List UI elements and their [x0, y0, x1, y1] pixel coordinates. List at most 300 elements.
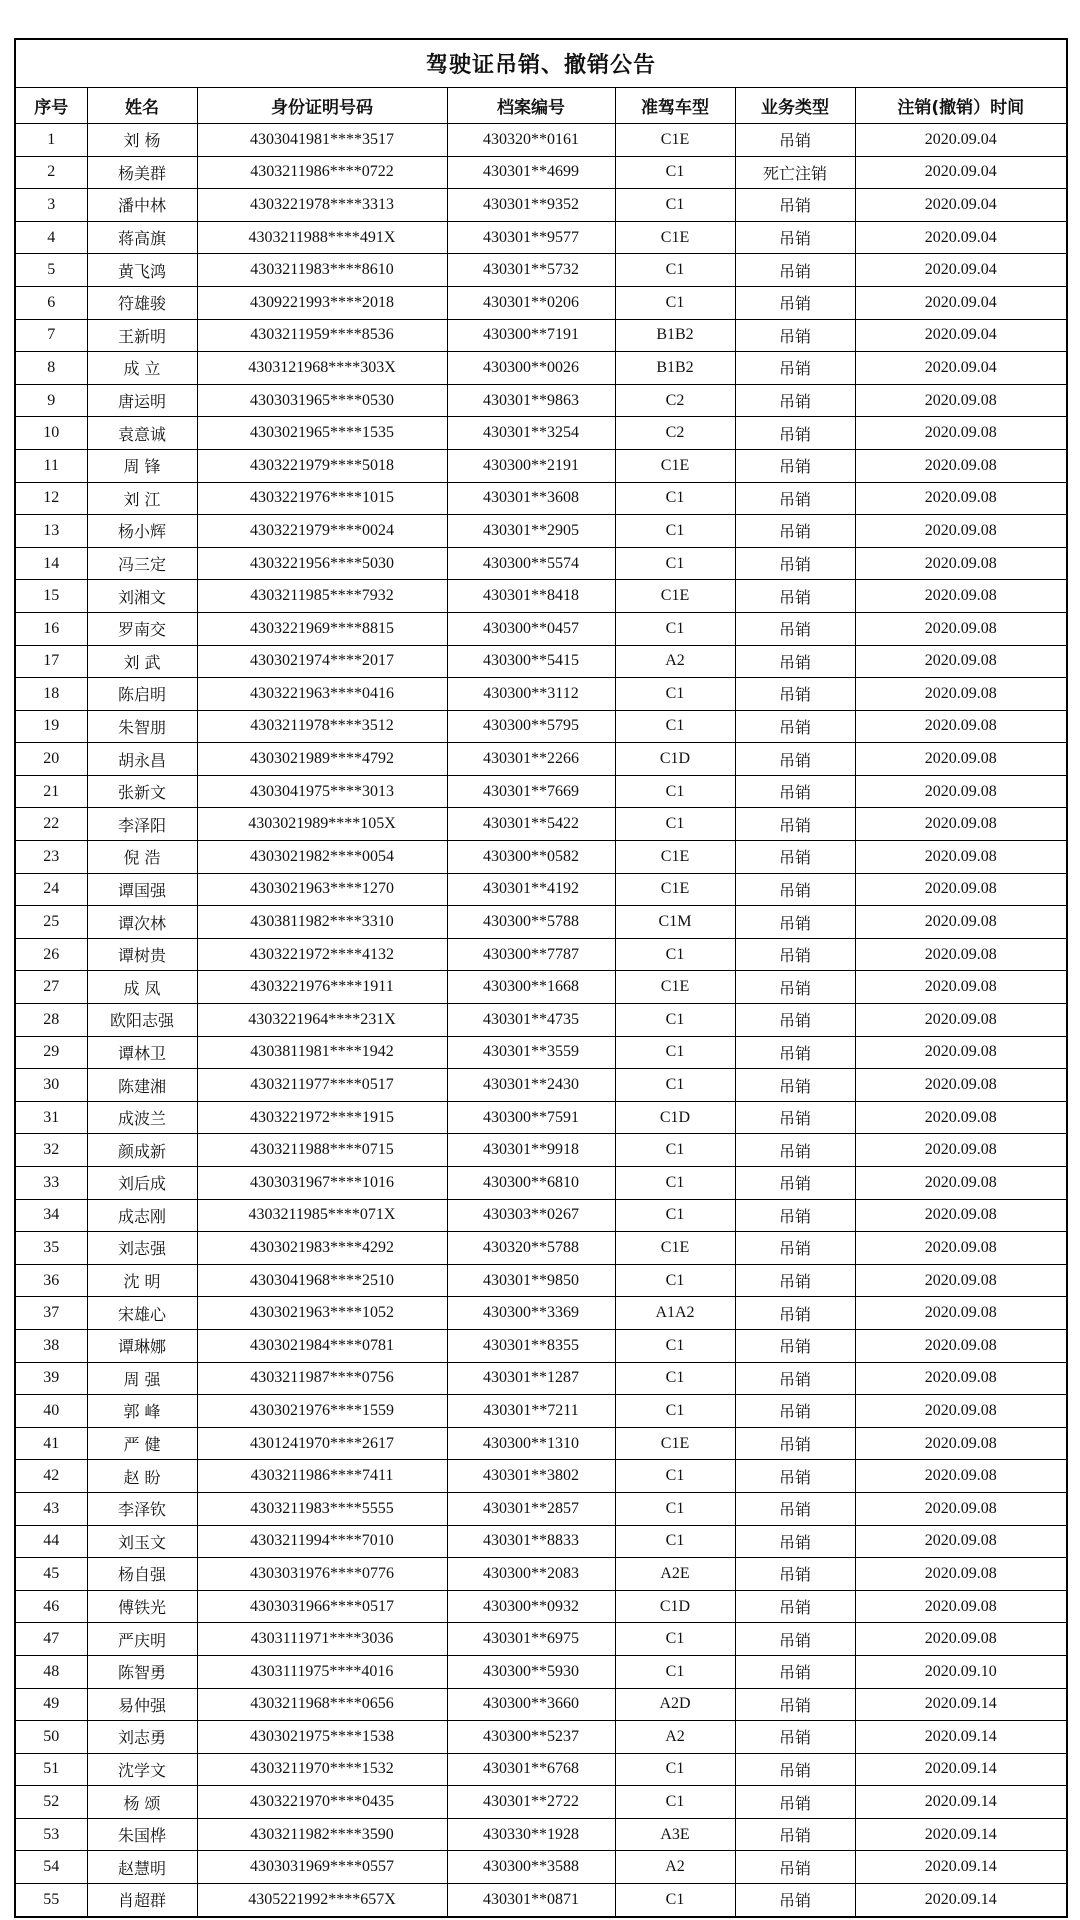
id-number: 4303021965****1535: [197, 417, 447, 450]
business-type: 吊销: [735, 580, 855, 613]
person-name: 杨 颂: [87, 1786, 197, 1819]
person-name: 陈建湘: [87, 1069, 197, 1102]
vehicle-class: A1A2: [615, 1297, 735, 1330]
vehicle-class: C1: [615, 1786, 735, 1819]
row-index: 43: [15, 1492, 87, 1525]
id-number: 4303031976****0776: [197, 1558, 447, 1591]
file-number: 430300**6810: [447, 1167, 615, 1200]
row-index: 34: [15, 1199, 87, 1232]
person-name: 周 锋: [87, 449, 197, 482]
vehicle-class: C1: [615, 710, 735, 743]
id-number: 4303021983****4292: [197, 1232, 447, 1265]
person-name: 成 立: [87, 352, 197, 385]
person-name: 赵 盼: [87, 1460, 197, 1493]
revoke-date: 2020.09.08: [855, 1558, 1067, 1591]
table-row: [15, 1525, 1067, 1558]
revoke-date: 2020.09.08: [855, 1297, 1067, 1330]
file-number: 430301**3608: [447, 482, 615, 515]
revoke-date: 2020.09.08: [855, 384, 1067, 417]
person-name: 胡永昌: [87, 743, 197, 776]
table-row: [15, 710, 1067, 743]
table-row: [15, 449, 1067, 482]
revoke-date: 2020.09.14: [855, 1818, 1067, 1851]
row-index: 46: [15, 1590, 87, 1623]
business-type: 吊销: [735, 1688, 855, 1721]
id-number: 4303211978****3512: [197, 710, 447, 743]
file-number: 430300**2191: [447, 449, 615, 482]
revoke-date: 2020.09.14: [855, 1851, 1067, 1884]
table-row: [15, 1558, 1067, 1591]
revoke-date: 2020.09.04: [855, 352, 1067, 385]
file-number: 430300**3588: [447, 1851, 615, 1884]
id-number: 4303031969****0557: [197, 1851, 447, 1884]
business-type: 吊销: [735, 352, 855, 385]
revoke-date: 2020.09.08: [855, 743, 1067, 776]
business-type: 吊销: [735, 1167, 855, 1200]
vehicle-class: C1: [615, 1655, 735, 1688]
vehicle-class: C1: [615, 286, 735, 319]
person-name: 颜成新: [87, 1134, 197, 1167]
table-row: [15, 1721, 1067, 1754]
vehicle-class: B1B2: [615, 352, 735, 385]
revoke-date: 2020.09.08: [855, 1264, 1067, 1297]
vehicle-class: C1: [615, 189, 735, 222]
person-name: 李泽钦: [87, 1492, 197, 1525]
table-row: [15, 1753, 1067, 1786]
id-number: 4303221976****1015: [197, 482, 447, 515]
id-number: 4303221956****5030: [197, 547, 447, 580]
table-row: [15, 1101, 1067, 1134]
revoke-date: 2020.09.08: [855, 1036, 1067, 1069]
table-row: [15, 1492, 1067, 1525]
file-number: 430300**5574: [447, 547, 615, 580]
id-number: 4303811981****1942: [197, 1036, 447, 1069]
revoke-date: 2020.09.04: [855, 156, 1067, 189]
row-index: 52: [15, 1786, 87, 1819]
person-name: 谭次林: [87, 906, 197, 939]
vehicle-class: C1E: [615, 580, 735, 613]
vehicle-class: C1: [615, 938, 735, 971]
row-index: 28: [15, 1004, 87, 1037]
revoke-date: 2020.09.08: [855, 971, 1067, 1004]
id-number: 4303221979****5018: [197, 449, 447, 482]
vehicle-class: C1: [615, 1036, 735, 1069]
table-row: [15, 124, 1067, 157]
row-index: 49: [15, 1688, 87, 1721]
person-name: 黄飞鸿: [87, 254, 197, 287]
table-row: [15, 1362, 1067, 1395]
row-index: 51: [15, 1753, 87, 1786]
revoke-date: 2020.09.08: [855, 580, 1067, 613]
id-number: 4303041981****3517: [197, 124, 447, 157]
file-number: 430301**0871: [447, 1884, 615, 1917]
person-name: 袁意诚: [87, 417, 197, 450]
table-row: [15, 775, 1067, 808]
revoke-date: 2020.09.08: [855, 449, 1067, 482]
table-row: [15, 1199, 1067, 1232]
person-name: 沈学文: [87, 1753, 197, 1786]
file-number: 430301**8833: [447, 1525, 615, 1558]
vehicle-class: C1: [615, 1492, 735, 1525]
vehicle-class: C1: [615, 1264, 735, 1297]
vehicle-class: A2: [615, 1721, 735, 1754]
revoke-date: 2020.09.08: [855, 417, 1067, 450]
person-name: 周 强: [87, 1362, 197, 1395]
revocation-notice-table: [14, 38, 1068, 1918]
row-index: 36: [15, 1264, 87, 1297]
person-name: 刘玉文: [87, 1525, 197, 1558]
table-row: [15, 1395, 1067, 1428]
table-row: [15, 873, 1067, 906]
row-index: 23: [15, 841, 87, 874]
file-number: 430300**1668: [447, 971, 615, 1004]
business-type: 吊销: [735, 1134, 855, 1167]
vehicle-class: C1: [615, 678, 735, 711]
table-row: [15, 906, 1067, 939]
file-number: 430300**0932: [447, 1590, 615, 1623]
id-number: 4303221978****3313: [197, 189, 447, 222]
row-index: 48: [15, 1655, 87, 1688]
col-header-business-type: 业务类型: [735, 88, 855, 124]
col-header-file-number: 档案编号: [447, 88, 615, 124]
table-row: [15, 1004, 1067, 1037]
vehicle-class: C1: [615, 1167, 735, 1200]
business-type: 吊销: [735, 1525, 855, 1558]
id-number: 4303221972****1915: [197, 1101, 447, 1134]
person-name: 刘志勇: [87, 1721, 197, 1754]
table-row: [15, 189, 1067, 222]
row-index: 41: [15, 1427, 87, 1460]
revoke-date: 2020.09.08: [855, 906, 1067, 939]
revoke-date: 2020.09.08: [855, 938, 1067, 971]
table-row: [15, 743, 1067, 776]
business-type: 吊销: [735, 1004, 855, 1037]
revoke-date: 2020.09.08: [855, 1427, 1067, 1460]
person-name: 杨美群: [87, 156, 197, 189]
person-name: 冯三定: [87, 547, 197, 580]
revoke-date: 2020.09.04: [855, 286, 1067, 319]
business-type: 吊销: [735, 873, 855, 906]
person-name: 肖超群: [87, 1884, 197, 1917]
id-number: 4303211968****0656: [197, 1688, 447, 1721]
table-row: [15, 1818, 1067, 1851]
business-type: 吊销: [735, 1069, 855, 1102]
row-index: 12: [15, 482, 87, 515]
row-index: 44: [15, 1525, 87, 1558]
business-type: 吊销: [735, 449, 855, 482]
id-number: 4303211970****1532: [197, 1753, 447, 1786]
id-number: 4303211987****0756: [197, 1362, 447, 1395]
row-index: 31: [15, 1101, 87, 1134]
business-type: 吊销: [735, 1329, 855, 1362]
person-name: 谭琳娜: [87, 1329, 197, 1362]
table-row: [15, 1884, 1067, 1917]
revoke-date: 2020.09.08: [855, 841, 1067, 874]
file-number: 430301**2857: [447, 1492, 615, 1525]
table-row: [15, 1069, 1067, 1102]
person-name: 谭国强: [87, 873, 197, 906]
business-type: 吊销: [735, 1818, 855, 1851]
id-number: 4303031967****1016: [197, 1167, 447, 1200]
business-type: 吊销: [735, 938, 855, 971]
file-number: 430301**8418: [447, 580, 615, 613]
vehicle-class: C1: [615, 547, 735, 580]
row-index: 54: [15, 1851, 87, 1884]
row-index: 16: [15, 612, 87, 645]
vehicle-class: C1E: [615, 971, 735, 1004]
col-header-name: 姓名: [87, 88, 197, 124]
business-type: 吊销: [735, 124, 855, 157]
file-number: 430301**7211: [447, 1395, 615, 1428]
vehicle-class: C1E: [615, 449, 735, 482]
table-row: [15, 286, 1067, 319]
row-index: 7: [15, 319, 87, 352]
id-number: 4309221993****2018: [197, 286, 447, 319]
business-type: 吊销: [735, 1199, 855, 1232]
person-name: 谭树贵: [87, 938, 197, 971]
id-number: 4303211994****7010: [197, 1525, 447, 1558]
business-type: 吊销: [735, 1851, 855, 1884]
file-number: 430301**6768: [447, 1753, 615, 1786]
row-index: 14: [15, 547, 87, 580]
id-number: 4303211982****3590: [197, 1818, 447, 1851]
person-name: 刘志强: [87, 1232, 197, 1265]
file-number: 430301**4735: [447, 1004, 615, 1037]
id-number: 4303021976****1559: [197, 1395, 447, 1428]
business-type: 吊销: [735, 841, 855, 874]
revoke-date: 2020.09.08: [855, 873, 1067, 906]
table-row: [15, 1036, 1067, 1069]
file-number: 430301**4192: [447, 873, 615, 906]
row-index: 50: [15, 1721, 87, 1754]
row-index: 39: [15, 1362, 87, 1395]
table-row: [15, 1232, 1067, 1265]
person-name: 刘 武: [87, 645, 197, 678]
business-type: 吊销: [735, 221, 855, 254]
row-index: 2: [15, 156, 87, 189]
row-index: 24: [15, 873, 87, 906]
id-number: 4303021963****1270: [197, 873, 447, 906]
vehicle-class: A3E: [615, 1818, 735, 1851]
revoke-date: 2020.09.08: [855, 1623, 1067, 1656]
person-name: 傅铁光: [87, 1590, 197, 1623]
vehicle-class: C2: [615, 384, 735, 417]
file-number: 430301**0206: [447, 286, 615, 319]
file-number: 430300**5795: [447, 710, 615, 743]
person-name: 谭林卫: [87, 1036, 197, 1069]
business-type: 吊销: [735, 775, 855, 808]
vehicle-class: C1: [615, 1069, 735, 1102]
revoke-date: 2020.09.04: [855, 124, 1067, 157]
person-name: 罗南交: [87, 612, 197, 645]
business-type: 吊销: [735, 645, 855, 678]
vehicle-class: C1: [615, 1525, 735, 1558]
revoke-date: 2020.09.08: [855, 612, 1067, 645]
table-row: [15, 1264, 1067, 1297]
vehicle-class: C1: [615, 1329, 735, 1362]
person-name: 李泽阳: [87, 808, 197, 841]
person-name: 宋雄心: [87, 1297, 197, 1330]
business-type: 吊销: [735, 1395, 855, 1428]
row-index: 42: [15, 1460, 87, 1493]
row-index: 30: [15, 1069, 87, 1102]
business-type: 吊销: [735, 1721, 855, 1754]
business-type: 吊销: [735, 319, 855, 352]
row-index: 55: [15, 1884, 87, 1917]
file-number: 430301**2430: [447, 1069, 615, 1102]
business-type: 吊销: [735, 1264, 855, 1297]
file-number: 430300**7591: [447, 1101, 615, 1134]
row-index: 33: [15, 1167, 87, 1200]
file-number: 430300**5788: [447, 906, 615, 939]
id-number: 4303211986****7411: [197, 1460, 447, 1493]
vehicle-class: C1: [615, 775, 735, 808]
vehicle-class: C1: [615, 1362, 735, 1395]
file-number: 430301**5732: [447, 254, 615, 287]
business-type: 吊销: [735, 1362, 855, 1395]
row-index: 35: [15, 1232, 87, 1265]
person-name: 刘湘文: [87, 580, 197, 613]
row-index: 8: [15, 352, 87, 385]
header-row: [15, 88, 1067, 124]
business-type: 吊销: [735, 710, 855, 743]
revoke-date: 2020.09.04: [855, 221, 1067, 254]
id-number: 4303021982****0054: [197, 841, 447, 874]
revoke-date: 2020.09.08: [855, 1069, 1067, 1102]
file-number: 430301**9352: [447, 189, 615, 222]
row-index: 9: [15, 384, 87, 417]
vehicle-class: C1: [615, 612, 735, 645]
vehicle-class: C1D: [615, 743, 735, 776]
business-type: 吊销: [735, 286, 855, 319]
col-header-index: 序号: [15, 88, 87, 124]
vehicle-class: A2D: [615, 1688, 735, 1721]
business-type: 吊销: [735, 808, 855, 841]
row-index: 10: [15, 417, 87, 450]
row-index: 26: [15, 938, 87, 971]
revoke-date: 2020.09.08: [855, 1199, 1067, 1232]
file-number: 430300**3660: [447, 1688, 615, 1721]
row-index: 6: [15, 286, 87, 319]
revoke-date: 2020.09.08: [855, 1004, 1067, 1037]
row-index: 11: [15, 449, 87, 482]
id-number: 4301241970****2617: [197, 1427, 447, 1460]
file-number: 430301**3254: [447, 417, 615, 450]
vehicle-class: C1E: [615, 221, 735, 254]
business-type: 吊销: [735, 1036, 855, 1069]
row-index: 40: [15, 1395, 87, 1428]
table-row: [15, 482, 1067, 515]
vehicle-class: C1: [615, 254, 735, 287]
vehicle-class: C1: [615, 1460, 735, 1493]
id-number: 4303221979****0024: [197, 515, 447, 548]
revoke-date: 2020.09.08: [855, 710, 1067, 743]
row-index: 21: [15, 775, 87, 808]
table-row: [15, 156, 1067, 189]
file-number: 430301**9577: [447, 221, 615, 254]
table-row: [15, 645, 1067, 678]
id-number: 4303041968****2510: [197, 1264, 447, 1297]
table-row: [15, 1460, 1067, 1493]
table-row: [15, 1623, 1067, 1656]
id-number: 4303021975****1538: [197, 1721, 447, 1754]
table-row: [15, 841, 1067, 874]
person-name: 杨自强: [87, 1558, 197, 1591]
table-row: [15, 547, 1067, 580]
table-row: [15, 352, 1067, 385]
vehicle-class: C1: [615, 1134, 735, 1167]
revoke-date: 2020.09.08: [855, 1101, 1067, 1134]
revoke-date: 2020.09.08: [855, 1232, 1067, 1265]
table-row: [15, 938, 1067, 971]
business-type: 死亡注销: [735, 156, 855, 189]
table-row: [15, 1851, 1067, 1884]
table-row: [15, 384, 1067, 417]
person-name: 陈启明: [87, 678, 197, 711]
file-number: 430300**3369: [447, 1297, 615, 1330]
file-number: 430300**1310: [447, 1427, 615, 1460]
revoke-date: 2020.09.08: [855, 1167, 1067, 1200]
person-name: 刘 杨: [87, 124, 197, 157]
id-number: 4303211983****5555: [197, 1492, 447, 1525]
file-number: 430303**0267: [447, 1199, 615, 1232]
id-number: 4303021989****105X: [197, 808, 447, 841]
vehicle-class: C1: [615, 515, 735, 548]
table-row: [15, 580, 1067, 613]
file-number: 430300**2083: [447, 1558, 615, 1591]
vehicle-class: A2: [615, 1851, 735, 1884]
id-number: 4303041975****3013: [197, 775, 447, 808]
person-name: 成志刚: [87, 1199, 197, 1232]
business-type: 吊销: [735, 1590, 855, 1623]
table-row: [15, 1590, 1067, 1623]
row-index: 13: [15, 515, 87, 548]
person-name: 刘 江: [87, 482, 197, 515]
row-index: 29: [15, 1036, 87, 1069]
vehicle-class: C1: [615, 1004, 735, 1037]
id-number: 4305221992****657X: [197, 1884, 447, 1917]
table-row: [15, 417, 1067, 450]
vehicle-class: C1: [615, 156, 735, 189]
file-number: 430300**0582: [447, 841, 615, 874]
business-type: 吊销: [735, 612, 855, 645]
vehicle-class: C1E: [615, 124, 735, 157]
table-row: [15, 1655, 1067, 1688]
person-name: 易仲强: [87, 1688, 197, 1721]
vehicle-class: C1E: [615, 1427, 735, 1460]
id-number: 4303221963****0416: [197, 678, 447, 711]
business-type: 吊销: [735, 515, 855, 548]
table-row: [15, 1427, 1067, 1460]
id-number: 4303021963****1052: [197, 1297, 447, 1330]
id-number: 4303811982****3310: [197, 906, 447, 939]
row-index: 15: [15, 580, 87, 613]
vehicle-class: C1E: [615, 1232, 735, 1265]
file-number: 430301**5422: [447, 808, 615, 841]
revoke-date: 2020.09.08: [855, 547, 1067, 580]
id-number: 4303211959****8536: [197, 319, 447, 352]
person-name: 朱智朋: [87, 710, 197, 743]
file-number: 430301**2905: [447, 515, 615, 548]
table-row: [15, 1134, 1067, 1167]
vehicle-class: C1E: [615, 873, 735, 906]
vehicle-class: C1E: [615, 841, 735, 874]
business-type: 吊销: [735, 1101, 855, 1134]
table-row: [15, 1297, 1067, 1330]
revoke-date: 2020.09.10: [855, 1655, 1067, 1688]
id-number: 4303211985****071X: [197, 1199, 447, 1232]
table-row: [15, 1167, 1067, 1200]
